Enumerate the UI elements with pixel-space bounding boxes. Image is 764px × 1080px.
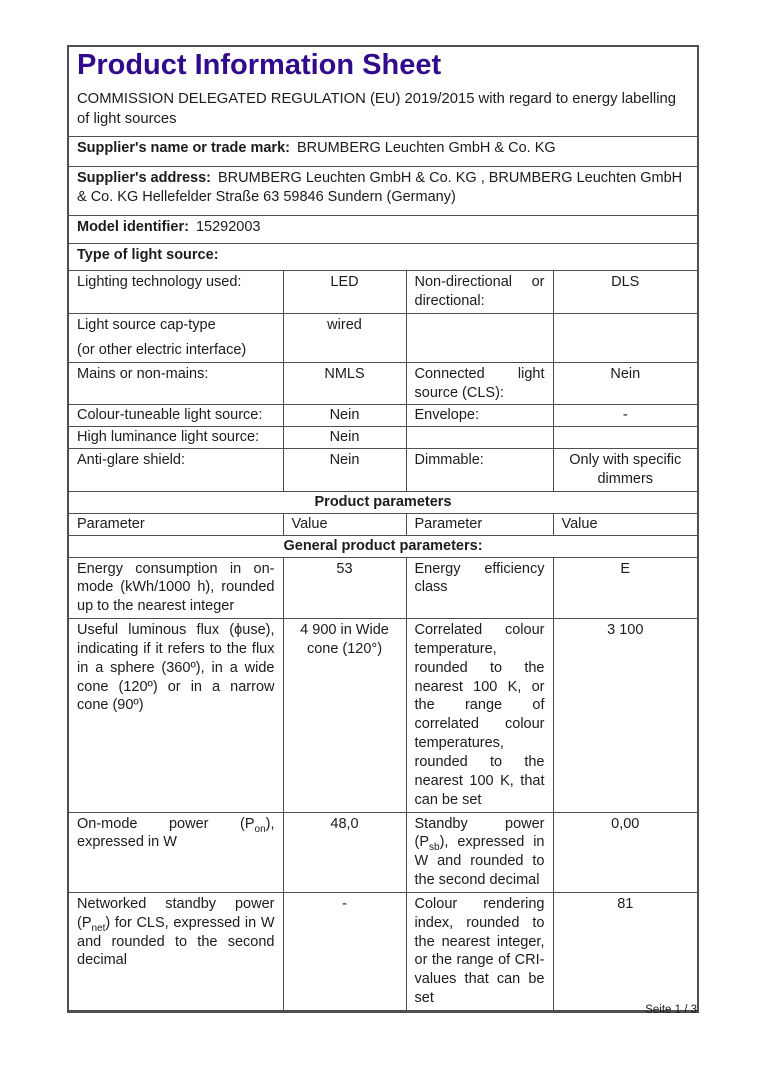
column-header-value: Value [283,513,406,535]
title-row [68,46,698,137]
param-value: - [553,405,698,427]
model-identifier-row [68,216,698,244]
param-value: wired [283,313,406,362]
column-header-row [68,513,698,535]
param-label: Non-directional or directional: [414,274,545,310]
param-value: DLS [553,271,698,314]
table-row [68,557,698,619]
table-row [68,405,698,427]
param-label: Anti-glare shield: [77,452,185,469]
product-parameters-heading-row [68,491,698,513]
param-label: Colour rendering index, rounded to the nearest integer, or the range of CRI-values that can be set [414,895,545,1007]
supplier-address-row [68,167,698,216]
param-label-line1: Light source cap-type [77,316,216,333]
general-parameters-heading-row [68,535,698,557]
table-row [68,892,698,1011]
param-value: Nein [283,449,406,492]
param-value: Nein [283,405,406,427]
param-value: 48,0 [283,812,406,892]
param-value: Nein [553,362,698,405]
column-header-parameter: Parameter [68,513,283,535]
general-parameters-heading: General product parameters: [68,535,698,557]
subscript: net [91,922,106,934]
subscript: on [254,823,266,835]
regulation-subtitle: COMMISSION DELEGATED REGULATION (EU) 2019/2015 with regard to energy labelling of light sources [77,91,676,128]
param-label: Colour-tuneable light source: [77,407,263,424]
param-value: 81 [553,892,698,1011]
product-parameters-heading: Product parameters [68,491,698,513]
model-identifier-label: Model identifier: [77,219,189,236]
param-value: NMLS [283,362,406,405]
column-header-value: Value [553,513,698,535]
param-value: Only with specific dimmers [553,449,698,492]
param-label: Energy efficiency class [414,560,545,596]
param-label: Mains or non-mains: [77,365,209,382]
param-label: Networked standby power $(P_{net})$ for CLS, expressed in W and rounded to the second decimal [77,895,275,969]
table-row [68,812,698,892]
table-row [68,427,698,449]
table-row [68,271,698,314]
param-value: 53 [283,557,406,619]
type-of-light-source-heading: Type of light source: [77,247,219,264]
param-label: Useful luminous flux (ϕuse), indicating if it refers to the flux in a sphere (360º), in a wide cone (120º) or in a narrow cone (90º) [77,622,275,714]
product-info-table [67,45,699,1013]
param-value [553,427,698,449]
table-row [68,619,698,812]
page-number: Seite 1 / 3 [645,1004,697,1016]
param-label: Connected light source (CLS): [414,365,545,401]
param-label: Standby power $(P_{sb})$, expressed in W and rounded to the second decimal [414,815,545,889]
supplier-name-row [68,137,698,167]
table-row [68,313,698,362]
model-identifier-value: 15292003 [195,219,261,236]
param-value [553,313,698,362]
param-label: Envelope: [414,407,479,424]
supplier-address-label: Supplier's address: [77,170,211,187]
param-label: Energy consumption in on-mode (kWh/1000 h), rounded up to the nearest integer [77,560,275,615]
supplier-name-value: BRUMBERG Leuchten GmbH & Co. KG [296,140,556,157]
type-heading-row [68,244,698,271]
param-value: - [283,892,406,1011]
param-value: E [553,557,698,619]
supplier-address-value: BRUMBERG Leuchten GmbH & Co. KG , BRUMBERG Leuchten GmbH & Co. KG Hellefelder Straße 63 59846 Sundern (Germany) [77,170,683,206]
table-row [68,449,698,492]
param-label-line2: (or other electric interface) [77,341,247,358]
param-value: LED [283,271,406,314]
param-label: Correlated colour temperature, rounded to the nearest 100 K, or the range of correlated colour temperatures, rounded to the nearest 100 K, that can be set [414,622,545,808]
param-value: 0,00 [553,812,698,892]
param-label: High luminance light source: [77,429,260,446]
column-header-parameter: Parameter [406,513,553,535]
param-label: On-mode power $(P_{on})$, expressed in W [77,815,275,851]
param-value: 4 900 in Wide cone (120°) [283,619,406,812]
table-row [68,362,698,405]
param-label: Dimmable: [414,452,484,469]
param-value: 3 100 [553,619,698,812]
param-label: Lighting technology used: [77,274,242,291]
supplier-name-label: Supplier's name or trade mark: [77,140,290,157]
param-value: Nein [283,427,406,449]
subscript: sb [429,842,440,854]
page-title: Product Information Sheet [77,49,442,81]
